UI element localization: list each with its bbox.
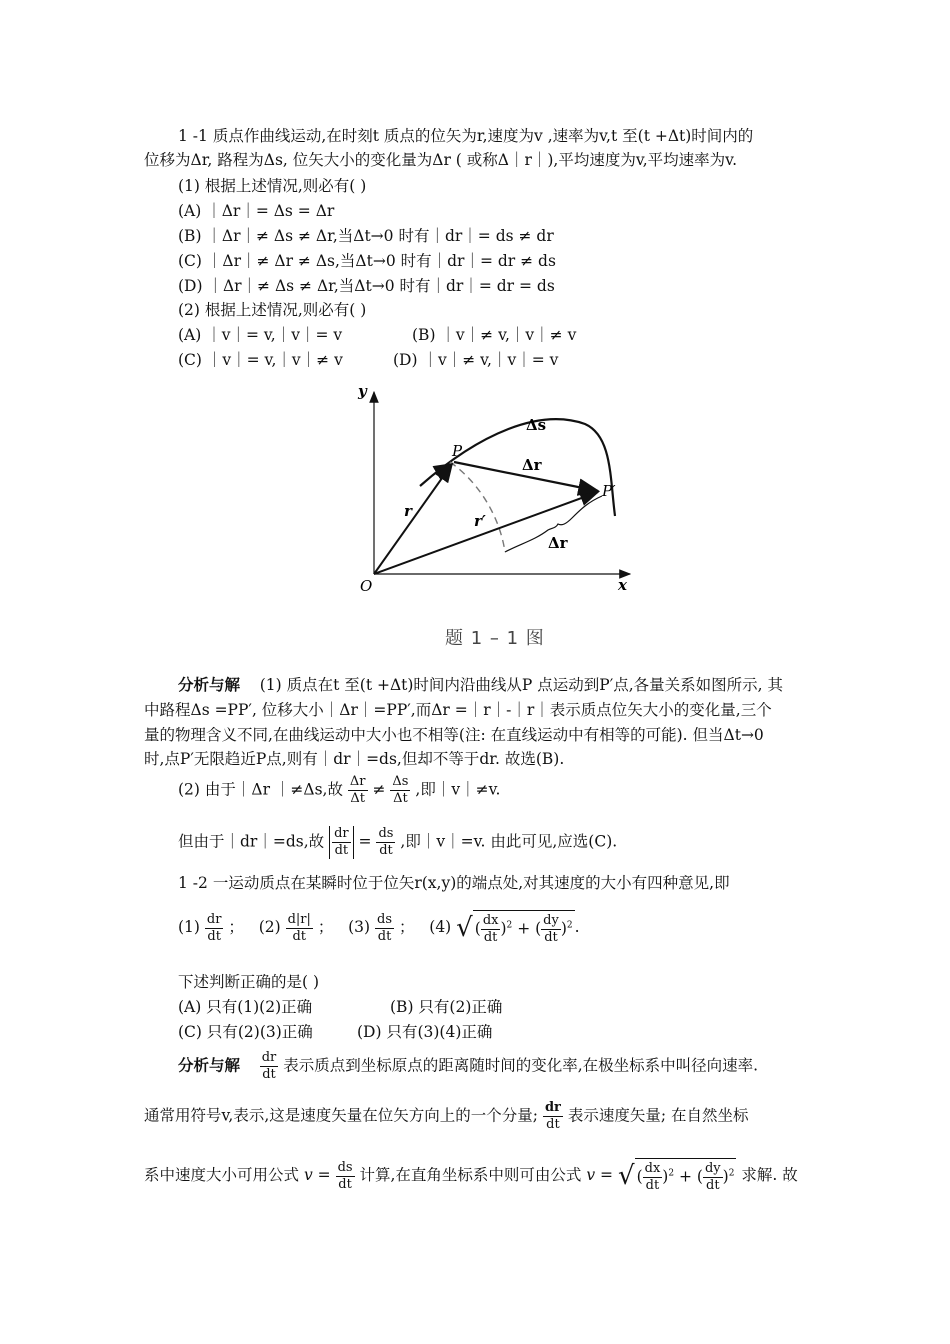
analysis-2-line2 [144,1100,748,1133]
analysis-2-line2-prefix: 通常用符号v,表示,这是速度矢量在位矢方向上的一个分量; [144,1106,538,1125]
figure-caption: 题 1 – 1 图 [445,628,545,649]
analysis-2-frac2: $\frac{dr}{dt}$ [544,1100,561,1132]
frac-delta-r-over-delta-t: $\frac{\Delta r}{\Delta t}$ [349,774,366,806]
sqrt-sign-2: √ [617,1161,635,1191]
p2-option-a: (A) 只有(1)(2)正确 [178,998,313,1016]
opt1-label: (1) [178,918,200,936]
analysis-1-line3: 量的物理含义不同,在曲线运动中大小也不相等(注: 在直线运动中有相等的可能). 但当Δt→0 [144,726,764,744]
label-x: x [618,576,627,594]
problem-1-2-options-formulas: (1) $\frac{dr}{dt}$ ； (2) $\frac{d|r|}{dt}$ ； (3) $\frac{ds}{dt}$ ； (4) √ ( $\frac{dx}{dt}$ )$^2$ + ( $\frac{dy}{dt}$ )$^2$ . [178,911,580,945]
analysis-2-frac3: $\frac{ds}{dt}$ [337,1159,353,1192]
question-1: (1) 根据上述情况,则必有( ) [178,177,367,195]
frac-delta-s-over-delta-t: $\frac{\Delta s}{\Delta t}$ [392,774,409,806]
label-delta-r-vector: Δr [522,456,542,474]
sqrt-sign: √ [456,913,473,943]
v-equals-1: v = [303,1166,331,1184]
sep-1: ； [228,918,244,936]
question-2: (2) 根据上述情况,则必有( ) [178,301,367,319]
analysis-1-para2 [178,774,500,807]
analysis-2-radicand: ( $\frac{dx}{dt}$ )$^2$ + ( $\frac{dy}{dt}$ )$^2$ [635,1158,737,1194]
label-origin: O [360,577,373,595]
para3-prefix: 但由于｜dr｜=ds,故 [178,832,325,851]
opt4-radicand: ( $\frac{dx}{dt}$ )$^2$ + ( $\frac{dy}{dt}$ )$^2$ [473,910,575,946]
q1-option-a: (A) ｜Δr｜= Δs = Δr [178,202,335,220]
analysis-2-line1 [178,1050,758,1083]
opt1-frac: $\frac{dr}{dt}$ [206,911,222,944]
analysis-2-heading: 分析与解 [178,1055,241,1075]
analysis-1-heading: 分析与解 [178,675,241,694]
vector-r [374,464,452,574]
analysis-2-line3 [144,1158,798,1194]
q1-option-b: (B) ｜Δr｜≠ Δs ≠ Δr,当Δt→0 时有｜dr｜= ds ≠ dr [178,227,554,245]
opt2-label: (2) [258,918,281,936]
q2-option-c: (C) ｜v｜= v,｜v｜≠ v [178,351,343,369]
neq-sign: ≠ [372,780,386,799]
problem-1-1-intro-line2: 位移为Δr, 路程为Δs, 位矢大小的变化量为Δr ( 或称Δ｜r｜),平均速度为v,平均速率为v. [144,151,738,169]
q1-option-d: (D) ｜Δr｜≠ Δs ≠ Δr,当Δt→0 时有｜dr｜= dr = ds [178,277,555,295]
analysis-1-line1 [178,674,783,696]
label-delta-s: Δs [526,416,547,434]
opt3-frac: $\frac{ds}{dt}$ [377,911,393,944]
sep-2: ； [317,918,334,936]
p2-option-d: (D) 只有(3)(4)正确 [357,1023,493,1041]
label-p-prime: P′ [602,482,616,500]
q1-option-c: (C) ｜Δr｜≠ Δr ≠ Δs,当Δt→0 时有｜dr｜= dr ≠ ds [178,252,556,270]
analysis-1-para3 [178,826,617,859]
label-delta-r-scalar: Δr [548,534,568,552]
analysis-1-line4: 时,点P′无限趋近P点,则有｜dr｜=ds,但却不等于dr. 故选(B). [144,750,565,768]
analysis-1-line2: 中路程Δs =PP′, 位移大小｜Δr｜=PP′,而Δr =｜r｜-｜r｜表示质点位矢大小的变化量,三个 [144,701,772,719]
problem-1-2-question: 下述判断正确的是( ) [178,973,320,991]
q2-option-a: (A) ｜v｜= v,｜v｜= v [178,326,343,344]
para2-suffix: ,即｜v｜≠v. [415,780,501,799]
para2-prefix: (2) 由于｜Δr ｜≠Δs,故 [178,780,343,799]
analysis-2-frac1: $\frac{dr}{dt}$ [261,1050,277,1082]
para3-suffix: ,即｜v｜=v. 由此可见,应选(C). [400,832,618,851]
label-p: P [452,442,463,460]
analysis-2-line1-text: 表示质点到坐标原点的距离随时间的变化率,在极坐标系中叫径向速率. [283,1056,759,1075]
analysis-1-para1-line1: (1) 质点在t 至(t +Δt)时间内沿曲线从P 点运动到P′点,各量关系如图所示, 其 [259,676,784,694]
motion-diagram [340,378,650,598]
v-equals-2: v = [586,1166,614,1184]
opt2-frac: $\frac{d|r|}{dt}$ [287,911,311,944]
analysis-2-line3-suffix: 求解. 故 [741,1166,798,1184]
eq-sign: = [358,832,372,851]
problem-1-1-intro-line1: 1 -1 质点作曲线运动,在时刻t 质点的位矢为r,速度为v ,速率为v,t 至(t +Δt)时间内的 [178,127,754,145]
q2-option-d: (D) ｜v｜≠ v,｜v｜= v [393,351,559,369]
p2-option-b: (B) 只有(2)正确 [390,998,503,1016]
q2-option-b: (B) ｜v｜≠ v,｜v｜≠ v [412,326,577,344]
problem-1-2-intro: 1 -2 一运动质点在某瞬时位于位矢r(x,y)的端点处,对其速度的大小有四种意见,即 [178,874,730,892]
abs-dr-dt: $\frac{dr}{dt}$ [329,826,354,859]
opt3-label: (3) [348,918,371,936]
p2-option-c: (C) 只有(2)(3)正确 [178,1023,313,1041]
analysis-2-line2-suffix: 表示速度矢量; 在自然坐标 [567,1106,749,1125]
label-r: r [404,502,412,520]
frac-ds-dt: $\frac{ds}{dt}$ [378,826,394,858]
analysis-2-line3-prefix: 系中速度大小可用公式 [144,1166,300,1184]
sep-3: ； [398,918,415,936]
dashed-arc [450,462,505,552]
label-y: y [358,382,367,400]
label-r-prime: r′ [474,512,486,530]
analysis-2-line3-mid: 计算,在直角坐标系中则可由公式 [359,1166,582,1184]
opt4-label: (4) [429,918,452,936]
